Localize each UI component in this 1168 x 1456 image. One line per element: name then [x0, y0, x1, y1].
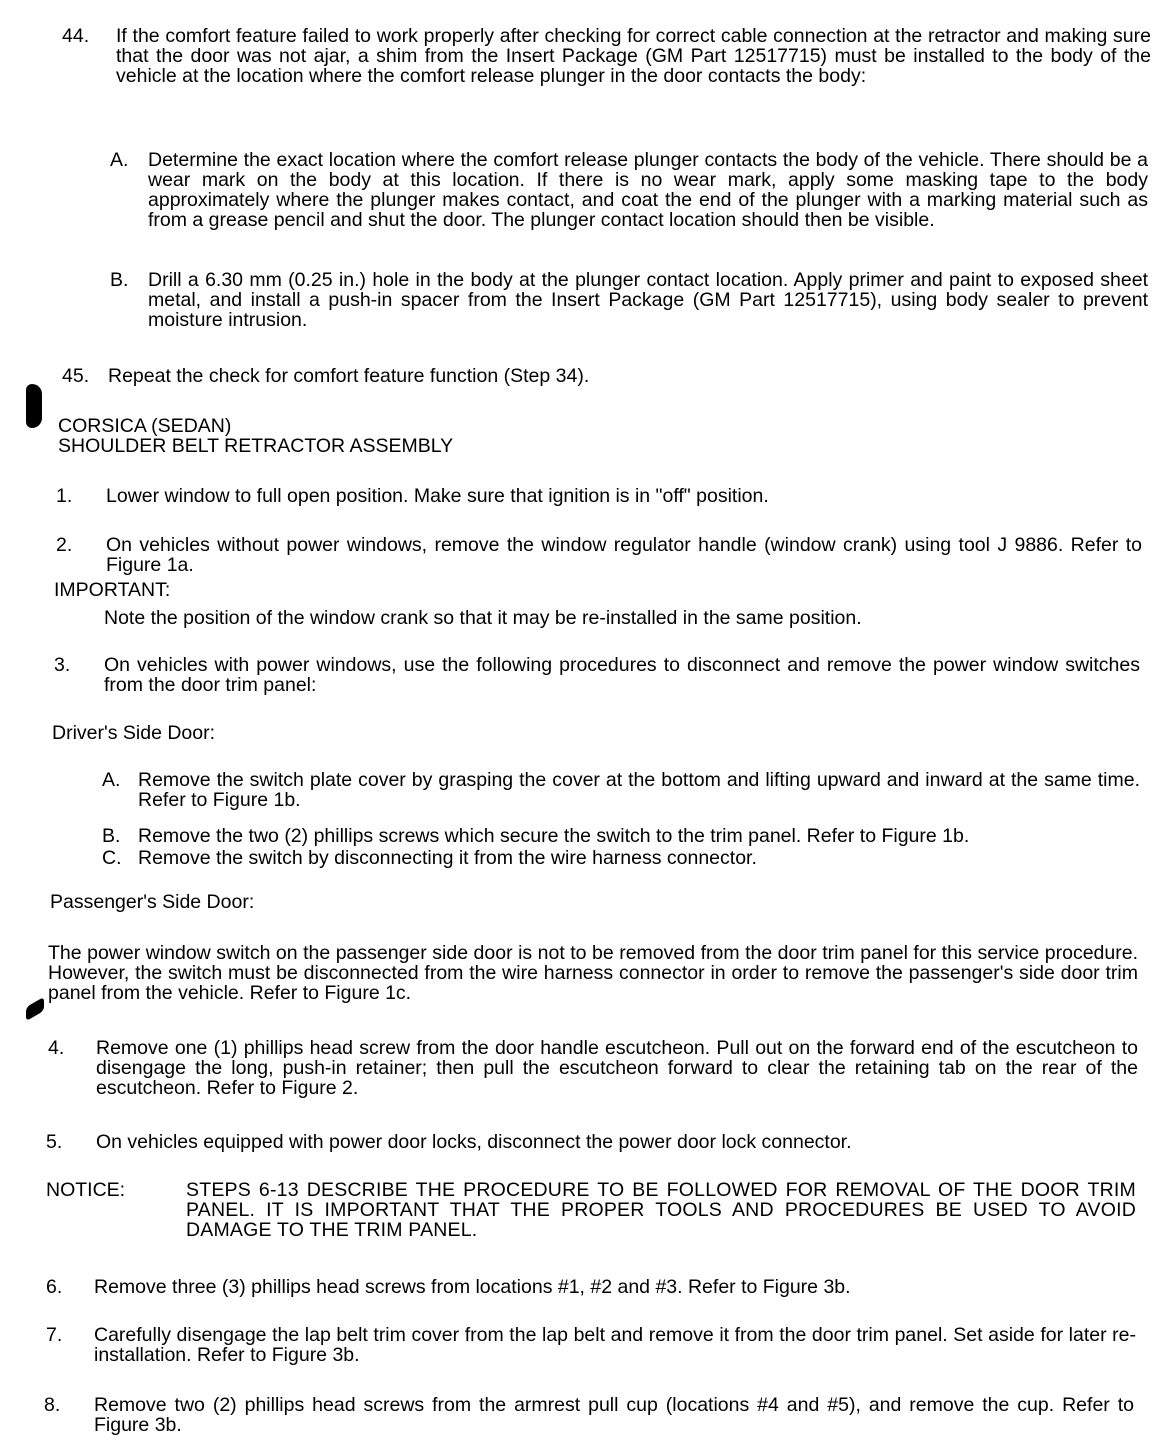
step-number: 8. — [44, 1394, 61, 1416]
passengers-side-text: The power window switch on the passenger side door is not to be removed from the door trim panel for this service procedure. However, the switch must be disconnected from the wire harness connector in order to remove the passenger's side door trim panel from the vehicle. Refer to Figure 1c. — [48, 942, 1138, 1004]
step-text: On vehicles without power windows, remove the window regulator handle (window crank) using tool J 9886. Refer to Figure 1a. — [106, 534, 1142, 576]
step-text: Remove three (3) phillips head screws from locations #1, #2 and #3. Refer to Figure 3b. — [94, 1276, 851, 1298]
sub-text: Drill a 6.30 mm (0.25 in.) hole in the body at the plunger contact location. Apply primer and paint to exposed sheet metal, and install a push-in spacer from the Insert Package (GM Part 12517715), using body sealer to prevent moisture intrusion. — [148, 269, 1148, 331]
step-6 — [46, 1277, 1136, 1297]
change-bar-end-mark — [26, 997, 44, 1021]
step-text: Lower window to full open position. Make sure that ignition is in "off" position. — [106, 485, 769, 507]
sub-letter: A. — [110, 149, 129, 171]
step-4 — [48, 1038, 1138, 1098]
step-number: 4. — [48, 1037, 65, 1059]
sub-text: Remove the switch by disconnecting it from the wire harness connector. — [138, 847, 757, 869]
sub-text: Remove the switch plate cover by grasping the cover at the bottom and lifting upward and inward at the same time. Refer to Figure 1b. — [138, 769, 1140, 811]
heading-line-2: SHOULDER BELT RETRACTOR ASSEMBLY — [58, 435, 454, 457]
sub-text: Remove the two (2) phillips screws which secure the switch to the trim panel. Refer to Figure 1b. — [138, 825, 970, 847]
notice-text: STEPS 6-13 DESCRIBE THE PROCEDURE TO BE FOLLOWED FOR REMOVAL OF THE DOOR TRIM PANEL. IT IS IMPORTANT THAT THE PROPER TOOLS AND PROCEDURES BE USED TO AVOID DAMAGE TO THE TRIM PANEL. — [186, 1179, 1136, 1241]
step-45 — [62, 366, 1152, 386]
step-1 — [56, 486, 1146, 506]
step-44-sub-b — [110, 270, 1150, 330]
driver-sub-a — [102, 770, 1142, 810]
sub-letter: A. — [102, 769, 121, 791]
sub-letter: C. — [102, 847, 122, 869]
notice-label: NOTICE: — [46, 1179, 126, 1201]
step-text: On vehicles with power windows, use the following procedures to disconnect and remove the power window switches from the door trim panel: — [104, 654, 1140, 696]
step-7 — [46, 1325, 1136, 1365]
step-2 — [56, 535, 1146, 575]
step-number: 6. — [46, 1276, 63, 1298]
step-8 — [44, 1395, 1134, 1435]
heading-line-1: CORSICA (SEDAN) — [58, 415, 232, 437]
sub-letter: B. — [110, 269, 129, 291]
step-3 — [54, 655, 1144, 695]
step-text: Carefully disengage the lap belt trim cover from the lap belt and remove it from the door trim panel. Set aside for later re-installation. Refer to Figure 3b. — [94, 1324, 1136, 1366]
driver-sub-b — [102, 826, 1142, 846]
step-number: 7. — [46, 1324, 63, 1346]
important-label: IMPORTANT: — [54, 579, 171, 601]
step-number: 3. — [54, 654, 71, 676]
step-number: 2. — [56, 534, 73, 556]
step-text: Remove one (1) phillips head screw from the door handle escutcheon. Pull out on the forward end of the escutcheon to disengage the long, push-in retainer; then pull the escutcheon forward to clear the retaining tab on the rear of the escutcheon. Refer to Figure 2. — [96, 1037, 1138, 1099]
drivers-side-heading: Driver's Side Door: — [52, 722, 216, 744]
change-bar-mark — [26, 384, 42, 428]
sub-letter: B. — [102, 825, 121, 847]
step-text: On vehicles equipped with power door locks, disconnect the power door lock connector. — [96, 1131, 852, 1153]
section-heading — [58, 416, 958, 456]
notice — [46, 1180, 1138, 1260]
passengers-side-heading: Passenger's Side Door: — [50, 891, 255, 913]
step-number: 1. — [56, 485, 73, 507]
step-number: 44. — [62, 25, 90, 47]
step-text: If the comfort feature failed to work properly after checking for correct cable connection at the retractor and making sure that the door was not ajar, a shim from the Insert Package (GM Part 12517715) must be installed to the body of the vehicle at the location where the comfort release plunger in the door contacts the body: — [116, 25, 1151, 87]
step-44-sub-a — [110, 150, 1150, 230]
step-text: Repeat the check for comfort feature function (Step 34). — [108, 365, 590, 387]
driver-sub-c — [102, 848, 1142, 868]
step-number: 5. — [46, 1131, 63, 1153]
step-text: Remove two (2) phillips head screws from the armrest pull cup (locations #4 and #5), and remove the cup. Refer to Figure 3b. — [94, 1394, 1134, 1436]
sub-text: Determine the exact location where the comfort release plunger contacts the body of the vehicle. There should be a wear mark on the body at this location. If there is no wear mark, apply some masking tape to the body approximately where the plunger makes contact, and coat the end of the plunger with a marking material such as from a grease pencil and shut the door. The plunger contact location should then be visible. — [148, 149, 1148, 231]
important-text: Note the position of the window crank so that it may be re-installed in the same position. — [104, 607, 862, 629]
step-number: 45. — [62, 365, 90, 387]
step-44 — [62, 26, 1152, 86]
step-5 — [46, 1132, 1136, 1152]
